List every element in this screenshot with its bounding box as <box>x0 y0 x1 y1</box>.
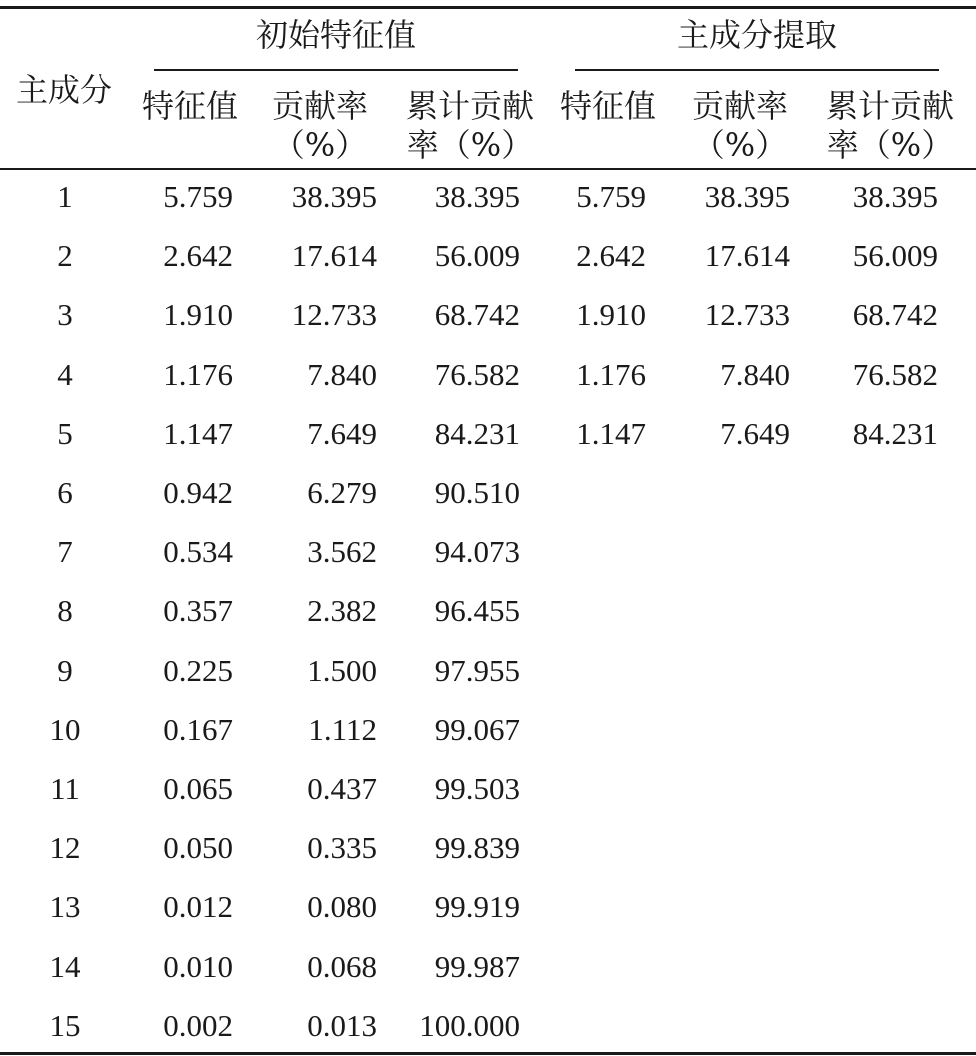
cell-pc: 9 <box>57 652 73 688</box>
cell-pc: 10 <box>49 711 81 747</box>
cell-ev: 0.534 <box>163 534 233 570</box>
cell-rate: 12.733 <box>291 297 377 333</box>
col-header-cumul-unit-extracted: 率（%） <box>826 126 954 164</box>
cell-x-ev: 5.759 <box>576 179 646 214</box>
cell-ev: 0.050 <box>163 830 233 866</box>
cell-x-cum: 56.009 <box>852 238 938 274</box>
cell-x-cum: 38.395 <box>852 179 938 214</box>
cell-rate: 0.080 <box>307 889 377 925</box>
group-rule-extracted <box>575 69 939 71</box>
cell-cum: 99.987 <box>434 948 520 984</box>
cell-ev: 2.642 <box>163 238 233 274</box>
cell-cum: 96.455 <box>434 593 520 629</box>
cell-ev: 1.176 <box>163 356 233 392</box>
cell-rate: 3.562 <box>307 534 377 570</box>
col-header-contrib-unit-extracted: （%） <box>692 126 788 164</box>
cell-cum: 38.395 <box>434 179 520 214</box>
header-bottom-rule <box>0 168 976 170</box>
cell-ev: 1.147 <box>163 415 233 451</box>
cell-rate: 2.382 <box>307 593 377 629</box>
cell-x-rate: 17.614 <box>704 238 790 274</box>
cell-rate: 0.068 <box>307 948 377 984</box>
top-rule <box>0 6 976 9</box>
cell-cum: 68.742 <box>434 297 520 333</box>
cell-rate: 0.013 <box>307 1007 377 1043</box>
cell-rate: 6.279 <box>307 475 377 510</box>
cell-ev: 0.942 <box>163 475 233 510</box>
cell-pc: 13 <box>49 889 81 925</box>
group-header-initial: 初始特征值 <box>255 16 416 54</box>
col-header-contrib-unit: （%） <box>272 126 368 164</box>
cell-x-ev: 2.642 <box>576 238 646 274</box>
cell-x-rate: 7.649 <box>720 415 790 451</box>
cell-pc: 4 <box>57 356 73 392</box>
cell-pc: 7 <box>57 534 73 570</box>
cell-cum: 99.919 <box>434 889 520 925</box>
cell-x-rate: 7.840 <box>720 356 790 392</box>
cell-cum: 76.582 <box>434 356 520 392</box>
cell-pc: 8 <box>57 593 73 629</box>
cell-pc: 6 <box>57 475 73 510</box>
cell-rate: 0.335 <box>307 830 377 866</box>
cell-x-cum: 76.582 <box>852 356 938 392</box>
col-header-contrib: 贡献率 <box>271 87 368 125</box>
cell-pc: 12 <box>49 830 81 866</box>
cell-pc: 14 <box>49 948 81 984</box>
col-header-eigenvalue: 特征值 <box>141 87 238 125</box>
cell-x-cum: 68.742 <box>852 297 938 333</box>
cell-ev: 0.357 <box>163 593 233 629</box>
cell-ev: 0.012 <box>163 889 233 925</box>
cell-x-cum: 84.231 <box>852 415 938 451</box>
col-header-cumul-unit: 率（%） <box>406 126 534 164</box>
cell-cum: 99.839 <box>434 830 520 866</box>
cell-ev: 1.910 <box>163 297 233 333</box>
cell-pc: 2 <box>57 238 73 274</box>
cell-ev: 0.010 <box>163 948 233 984</box>
cell-x-ev: 1.910 <box>576 297 646 333</box>
cell-rate: 17.614 <box>291 238 377 274</box>
row-header-principal-component: 主成分 <box>15 71 112 109</box>
cell-rate: 1.112 <box>308 711 377 747</box>
cell-pc: 3 <box>57 297 73 333</box>
cell-cum: 100.000 <box>419 1007 520 1043</box>
cell-pc: 11 <box>50 771 80 806</box>
bottom-rule <box>0 1052 976 1055</box>
cell-cum: 94.073 <box>434 534 520 570</box>
cell-rate: 0.437 <box>307 771 377 806</box>
col-header-contrib-extracted: 贡献率 <box>691 87 788 125</box>
cell-rate: 7.840 <box>307 356 377 392</box>
cell-pc: 15 <box>49 1007 81 1043</box>
cell-ev: 0.002 <box>163 1007 233 1043</box>
cell-pc: 5 <box>57 415 73 451</box>
cell-ev: 5.759 <box>163 179 233 214</box>
cell-ev: 0.225 <box>163 652 233 688</box>
cell-x-ev: 1.147 <box>576 415 646 451</box>
cell-x-rate: 12.733 <box>704 297 790 333</box>
cell-ev: 0.167 <box>163 711 233 747</box>
cell-cum: 99.067 <box>434 711 520 747</box>
col-header-cumul: 累计贡献 <box>405 87 534 125</box>
cell-rate: 1.500 <box>307 652 377 688</box>
group-header-extracted: 主成分提取 <box>676 16 837 54</box>
cell-cum: 84.231 <box>434 415 520 451</box>
cell-cum: 97.955 <box>434 652 520 688</box>
col-header-cumul-extracted: 累计贡献 <box>825 87 954 125</box>
cell-cum: 99.503 <box>434 771 520 806</box>
cell-cum: 56.009 <box>434 238 520 274</box>
col-header-eigenvalue-extracted: 特征值 <box>559 87 656 125</box>
cell-rate: 7.649 <box>307 415 377 451</box>
cell-cum: 90.510 <box>434 475 520 510</box>
cell-ev: 0.065 <box>163 771 233 806</box>
group-rule-initial <box>154 69 518 71</box>
cell-rate: 38.395 <box>291 179 377 214</box>
cell-x-ev: 1.176 <box>576 356 646 392</box>
cell-x-rate: 38.395 <box>704 179 790 214</box>
cell-pc: 1 <box>57 179 73 214</box>
